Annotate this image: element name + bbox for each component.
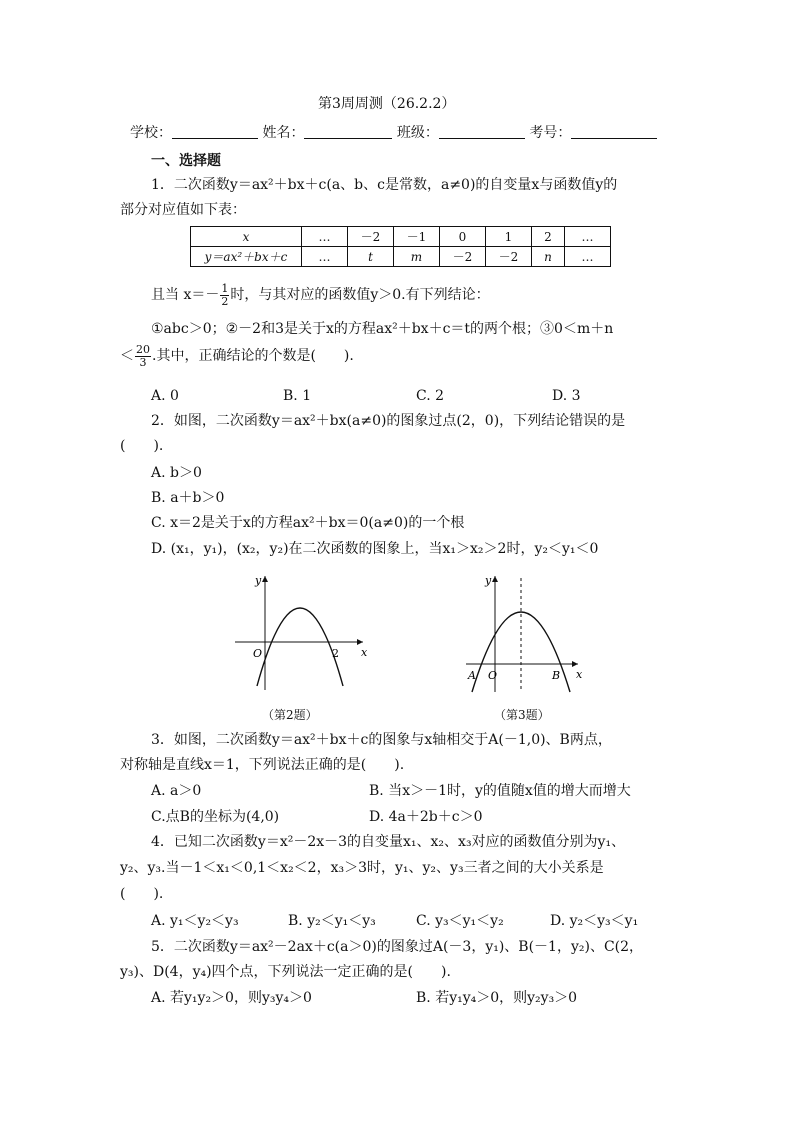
x-axis-arrow [357,639,363,645]
q3-option-d[interactable]: D. 4a＋2b＋c＞0 [369,809,483,825]
q4-line3: ( ). [120,886,164,902]
x-axis-label: x [361,646,368,659]
student-info-line [130,124,657,142]
school-blank[interactable] [172,124,258,139]
q1-value-table [190,226,611,267]
fraction-one-half [220,283,229,308]
table-cell: 2 [532,227,565,247]
section-heading: 一、选择题 [151,153,221,169]
point-b-label: B [552,669,561,682]
school-label: 学校： [130,125,172,141]
q2-option-a[interactable]: A. b＞0 [151,465,202,481]
table-cell: n [532,247,565,267]
q5-line1: 5．二次函数y＝ax²－2ax＋c(a＞0)的图象过A(－3，y₁)、B(－1，y₂)、C(2， [151,939,644,955]
q4-line1: 4．已知二次函数y＝x²－2x－3的自变量x₁、x₂、x₃对应的函数值分别为y₁、 [151,834,626,850]
table-row [191,227,611,247]
figure-3-parabola-graph [460,568,590,698]
q1-line1: 1．二次函数y＝ax²＋bx＋c(a、b、c是常数，a≠0)的自变量x与函数值y的 [151,177,618,193]
table-cell: m [394,247,440,267]
q1-conclusion-text: ＜ [120,348,134,364]
table-cell: … [302,227,348,247]
table-cell: … [302,247,348,267]
parabola-curve [257,608,343,686]
fraction-twenty-thirds [135,344,151,369]
name-blank[interactable] [304,124,392,139]
q3-option-a[interactable]: A. a＞0 [151,783,202,799]
exam-no-blank[interactable] [571,124,657,139]
q1-conclusions-end [120,342,354,370]
table-cell: 1 [486,227,532,247]
class-blank[interactable] [439,124,525,139]
q3-line1: 3．如图，二次函数y＝ax²＋bx＋c的图象与x轴相交于A(－1,0)、B两点， [151,732,612,748]
q4-line2: y₂、y₃.当－1＜x₁＜0,1＜x₂＜2，x₃＞3时，y₁、y₂、y₃三者之间的大小关系是 [120,860,604,876]
class-label: 班级： [396,125,439,141]
x-axis-arrow [572,661,578,667]
q4-option-b[interactable]: B. y₂＜y₁＜y₃ [288,913,376,929]
q4-option-d[interactable]: D. y₂＜y₃＜y₁ [550,913,639,929]
q4-option-c[interactable]: C. y₃＜y₁＜y₂ [416,913,504,929]
origin-label: O [253,647,263,660]
table-cell: －2 [486,247,532,267]
q4-option-a[interactable]: A. y₁＜y₂＜y₃ [151,913,239,929]
figure-2-caption: （第2题） [262,708,318,722]
q1-condition-text-end: 时，与其对应的函数值y＞0.有下列结论： [230,287,490,303]
q3-option-c[interactable]: C.点B的坐标为(4,0) [151,809,280,825]
table-cell: … [565,227,611,247]
page-title: 第3周周测（26.2.2） [318,96,456,112]
q2-line1: 2．如图，二次函数y＝ax²＋bx(a≠0)的图象过点(2，0)，下列结论错误的是 [151,413,626,429]
y-axis-label: y [485,574,492,587]
table-row [191,247,611,267]
q3-option-b[interactable]: B. 当x＞－1时，y的值随x值的增大而增大 [369,783,631,799]
fraction-denominator: 2 [221,294,229,308]
origin-label: O [488,669,498,682]
q5-option-a[interactable]: A. 若y₁y₂＞0，则y₃y₄＞0 [151,990,312,1006]
exam-no-label: 考号： [529,125,572,141]
q5-option-b[interactable]: B. 若y₁y₄＞0，则y₂y₃＞0 [416,990,578,1006]
q1-option-c[interactable]: C. 2 [416,388,445,404]
table-cell: －2 [440,247,486,267]
q1-question-text: .其中，正确结论的个数是( ). [152,348,354,364]
q2-option-c[interactable]: C. x＝2是关于x的方程ax²＋bx＝0(a≠0)的一个根 [151,515,465,531]
q3-line2: 对称轴是直线x＝1，下列说法正确的是( ). [120,757,405,773]
table-cell: －2 [348,227,394,247]
y-axis-arrow [262,576,268,582]
table-cell: … [565,247,611,267]
q2-option-d[interactable]: D. (x₁，y₁)，(x₂，y₂)在二次函数的图象上，当x₁＞x₂＞2时，y₂＜y₁＜0 [151,541,599,557]
name-label: 姓名： [262,125,305,141]
q2-option-b[interactable]: B. a＋b＞0 [151,490,225,506]
q2-line2: ( ). [120,438,164,454]
q1-condition [151,281,490,309]
q1-condition-text: 且当 x＝－ [151,287,220,303]
root-label-2: 2 [332,647,339,660]
figure-2-parabola-graph [225,568,375,698]
q1-option-a[interactable]: A. 0 [151,388,179,404]
y-axis-arrow [492,576,498,582]
table-cell: x [191,227,302,247]
table-cell: y＝ax²＋bx＋c [191,247,302,267]
q1-line2: 部分对应值如下表： [120,202,246,218]
table-cell: 0 [440,227,486,247]
point-a-label: A [468,669,476,682]
q1-conclusions: ①abc＞0；②－2和3是关于x的方程ax²＋bx＋c＝t的两个根；③0＜m＋n [151,321,614,337]
table-cell: t [348,247,394,267]
y-axis-label: y [255,574,262,587]
fraction-denominator: 3 [139,355,147,369]
q1-option-d[interactable]: D. 3 [552,388,581,404]
figure-3-caption: （第3题） [494,708,550,722]
fraction-numerator: 1 [221,281,229,295]
table-cell: －1 [394,227,440,247]
x-axis-label: x [576,668,583,681]
q5-line2: y₃)、D(4，y₄)四个点，下列说法一定正确的是( ). [120,964,451,980]
q1-option-b[interactable]: B. 1 [283,388,312,404]
fraction-numerator: 20 [136,342,150,356]
